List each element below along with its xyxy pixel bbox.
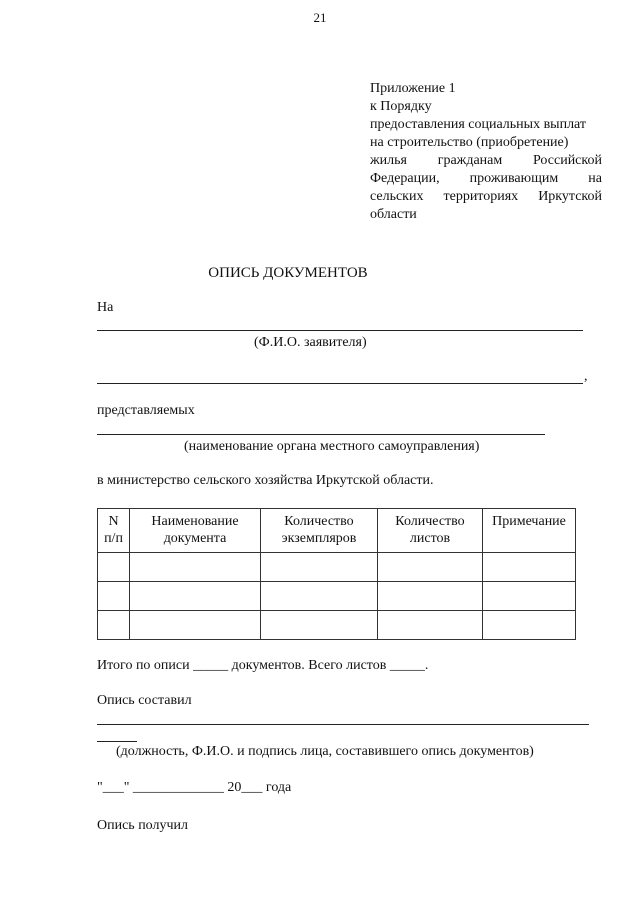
received-label: Опись получил (97, 818, 189, 833)
table-cell (130, 582, 261, 611)
column-header-number: N п/п (98, 509, 130, 553)
applicant-name-line (97, 330, 583, 331)
compiler-line-short (97, 741, 137, 742)
authority-caption: (наименование органа местного самоуправления) (184, 439, 480, 454)
date-line: "___" _____________ 20___ года (97, 780, 292, 795)
table-cell (378, 611, 483, 640)
column-header-note: Примечание (483, 509, 576, 553)
table-header-row (98, 509, 576, 553)
table-cell (261, 582, 378, 611)
table-cell (483, 582, 576, 611)
page-number: 21 (313, 10, 327, 25)
appendix-justified-line (370, 170, 602, 188)
ministry-text: в министерство сельского хозяйства Иркутской области. (97, 473, 434, 488)
appendix-line: к Порядку (370, 99, 432, 114)
appendix-word: сельских (370, 189, 424, 204)
table-cell (378, 582, 483, 611)
appendix-word: территориях (443, 189, 519, 204)
table-cell (130, 611, 261, 640)
table-row (98, 582, 576, 611)
appendix-word: жилья (370, 153, 407, 168)
total-line: Итого по описи _____ документов. Всего листов _____. (97, 658, 429, 673)
appendix-header (370, 80, 602, 224)
compiled-label: Опись составил (97, 693, 192, 708)
table-cell (261, 553, 378, 582)
column-header-sheets: Количество листов (378, 509, 483, 553)
document-title: ОПИСЬ ДОКУМЕНТОВ (208, 265, 368, 281)
table-cell (98, 553, 130, 582)
applicant-caption: (Ф.И.О. заявителя) (254, 335, 367, 350)
table-cell (98, 611, 130, 640)
na-label: На (97, 300, 114, 315)
appendix-word: гражданам (437, 153, 503, 168)
column-header-document-name: Наименование документа (130, 509, 261, 553)
table-row (98, 553, 576, 582)
table-cell (98, 582, 130, 611)
compiler-caption: (должность, Ф.И.О. и подпись лица, составившего опись документов) (116, 744, 534, 759)
table-cell (130, 553, 261, 582)
appendix-word: проживающим (469, 171, 559, 186)
appendix-line: предоставления социальных выплат (370, 117, 587, 132)
appendix-word: Федерации, (370, 171, 440, 186)
column-header-copies: Количество экземпляров (261, 509, 378, 553)
table-cell (378, 553, 483, 582)
appendix-line: на строительство (приобретение) (370, 135, 569, 150)
documents-table (97, 508, 576, 640)
table-row (98, 611, 576, 640)
table-cell (483, 611, 576, 640)
appendix-justified-line (370, 152, 602, 170)
authority-line (97, 434, 545, 435)
table-cell (261, 611, 378, 640)
appendix-word: на (588, 171, 602, 186)
appendix-word: Иркутской (538, 189, 602, 204)
table-cell (483, 553, 576, 582)
compiler-line (97, 724, 589, 725)
appendix-line: Приложение 1 (370, 81, 456, 96)
comma-mark: , (584, 369, 588, 384)
appendix-justified-line (370, 188, 602, 206)
appendix-line: области (370, 207, 417, 222)
applicant-name-line-2 (97, 383, 583, 384)
appendix-word: Российской (532, 153, 602, 168)
submitted-label: представляемых (97, 403, 195, 418)
